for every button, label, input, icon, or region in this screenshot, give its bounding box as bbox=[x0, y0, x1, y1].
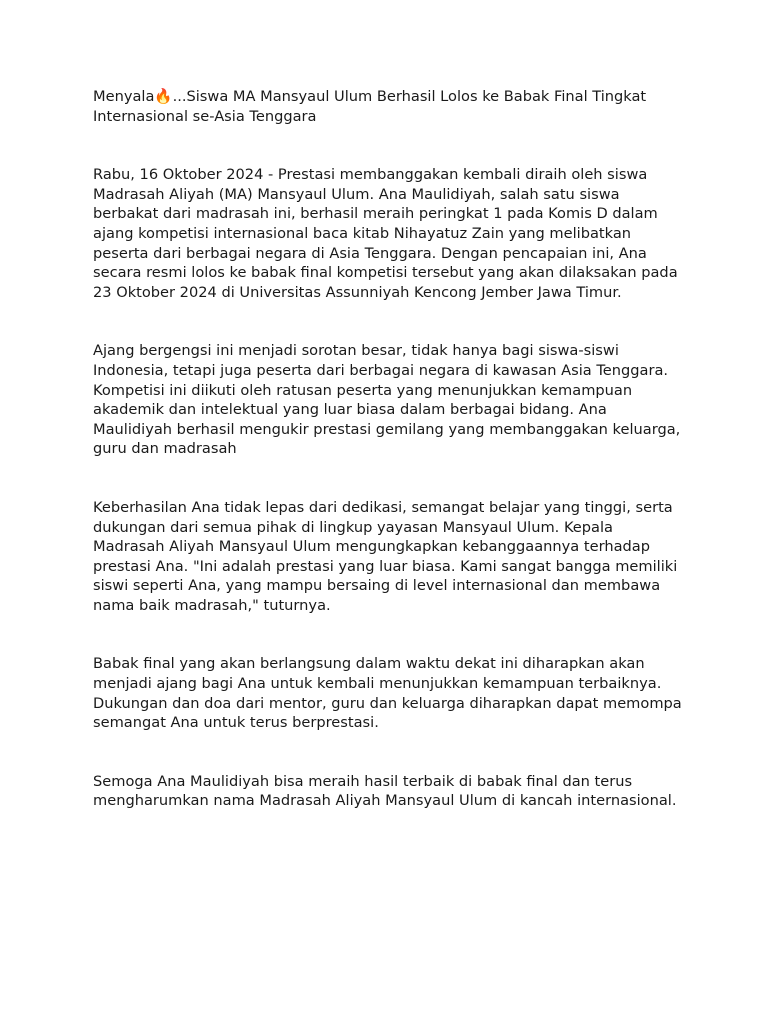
article-paragraph-3: Keberhasilan Ana tidak lepas dari dedikasi, semangat belajar yang tinggi, serta dukungan dari semua pihak di lingkup yayasan Mansyaul Ulum. Kepala Madrasah Aliyah Mansyaul Ulum mengungkapkan kebanggaannya terhadap prestasi Ana. "Ini adalah prestasi yang luar biasa. Kami sangat bangga memiliki siswi seperti Ana, yang mampu bersaing di level internasional dan membawa nama baik madrasah," tuturnya. bbox=[93, 498, 678, 614]
article-paragraph-4: Babak final yang akan berlangsung dalam waktu dekat ini diharapkan akan menjadi ajang bagi Ana untuk kembali menunjukkan kemampuan terbaiknya. Dukungan dan doa dari mentor, guru dan keluarga diharapkan dapat memompa semangat Ana untuk terus berprestasi. bbox=[93, 655, 682, 732]
article-title: Menyala🔥...Siswa MA Mansyaul Ulum Berhasil Lolos ke Babak Final Tingkat Internasional se-Asia Tenggara bbox=[93, 88, 647, 125]
article-body bbox=[93, 87, 683, 811]
article-paragraph-1: Rabu, 16 Oktober 2024 - Prestasi membanggakan kembali diraih oleh siswa Madrasah Aliyah (MA) Mansyaul Ulum. Ana Maulidiyah, salah satu siswa berbakat dari madrasah ini, berhasil meraih peringkat 1 pada Komis D dalam ajang kompetisi internasional baca kitab Nihayatuz Zain yang melibatkan peserta dari berbagai negara di Asia Tenggara. Dengan pencapaian ini, Ana secara resmi lolos ke babak final kompetisi tersebut yang akan dilaksakan pada 23 Oktober 2024 di Universitas Assunniyah Kencong Jember Jawa Timur. bbox=[93, 166, 678, 301]
article-paragraph-2: Ajang bergengsi ini menjadi sorotan besar, tidak hanya bagi siswa-siswi Indonesia, tetapi juga peserta dari berbagai negara di kawasan Asia Tenggara. Kompetisi ini diikuti oleh ratusan peserta yang menunjukkan kemampuan akademik dan intelektual yang luar biasa dalam berbagai bidang. Ana Maulidiyah berhasil mengukir prestasi gemilang yang membanggakan keluarga, guru dan madrasah bbox=[93, 342, 681, 458]
article-paragraph-5: Semoga Ana Maulidiyah bisa meraih hasil terbaik di babak final dan terus mengharumkan nama Madrasah Aliyah Mansyaul Ulum di kancah internasional. bbox=[93, 772, 677, 810]
